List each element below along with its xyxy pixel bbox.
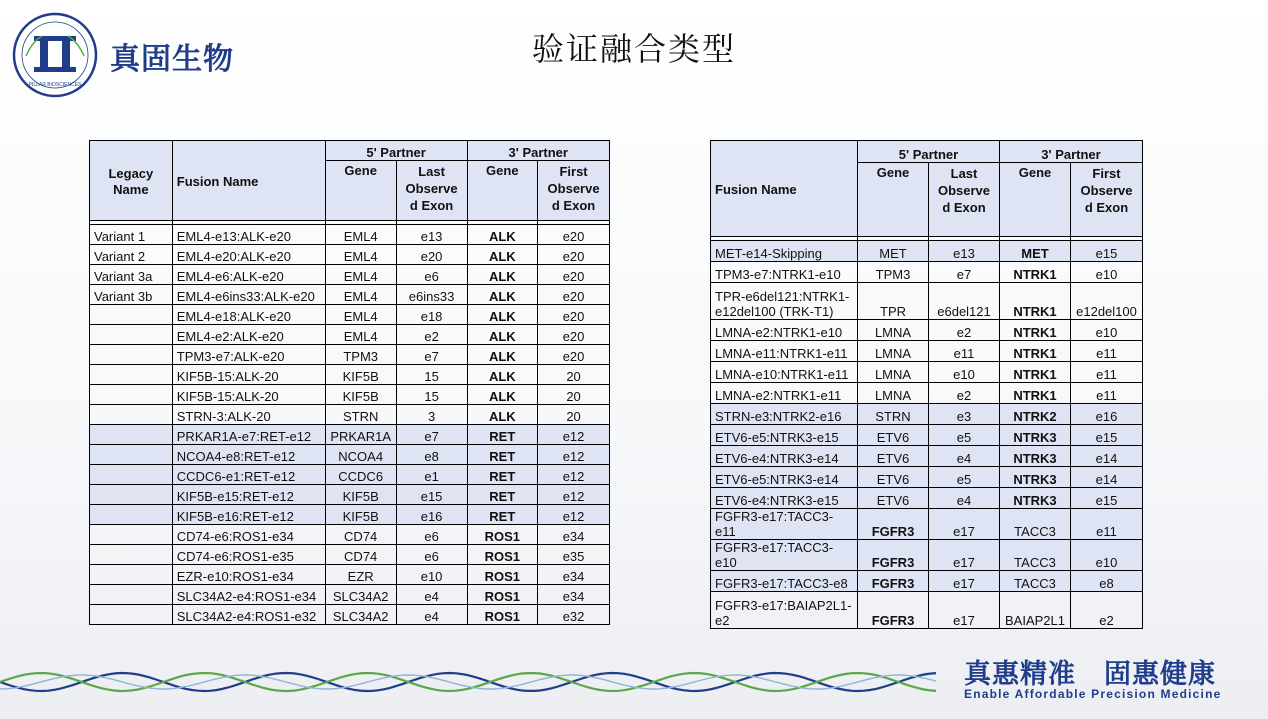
table-row xyxy=(90,265,610,285)
fusion-name-cell: KIF5B-e15:RET-e12 xyxy=(172,485,325,505)
first-exon-cell: e16 xyxy=(1071,404,1143,425)
first-exon-cell: e34 xyxy=(538,525,610,545)
table-row xyxy=(711,446,1143,467)
gene5-cell: MET xyxy=(858,241,929,262)
table-row xyxy=(90,405,610,425)
last-exon-cell: e6ins33 xyxy=(396,285,467,305)
fusion-name-cell: TPR-e6del121:NTRK1-e12del100 (TRK-T1) xyxy=(711,283,858,320)
gene3-cell: TACC3 xyxy=(1000,509,1071,540)
fusion-name-cell: KIF5B-15:ALK-20 xyxy=(172,385,325,405)
header-fusion-name: Fusion Name xyxy=(172,141,325,221)
logo-text: PILLAR BIOSCIENCES xyxy=(28,82,82,88)
fusion-name-cell: MET-e14-Skipping xyxy=(711,241,858,262)
gene3-cell: NTRK1 xyxy=(1000,283,1071,320)
last-exon-cell: e2 xyxy=(929,383,1000,404)
fusion-name-cell: EML4-e6ins33:ALK-e20 xyxy=(172,285,325,305)
gene5-cell: CD74 xyxy=(325,545,396,565)
last-exon-cell: e17 xyxy=(929,540,1000,571)
table-row xyxy=(90,305,610,325)
gene3-cell: BAIAP2L1 xyxy=(1000,592,1071,629)
header-5-partner: 5' Partner xyxy=(858,141,1000,163)
first-exon-cell: e12 xyxy=(538,465,610,485)
fusion-name-cell: LMNA-e10:NTRK1-e11 xyxy=(711,362,858,383)
last-exon-cell: e15 xyxy=(396,485,467,505)
fusion-name-cell: FGFR3-e17:TACC3-e11 xyxy=(711,509,858,540)
gene3-cell: RET xyxy=(467,485,538,505)
fusion-name-cell: SLC34A2-e4:ROS1-e34 xyxy=(172,585,325,605)
header-5-last-exon: Last Observe d Exon xyxy=(929,163,1000,237)
fusion-name-cell: LMNA-e11:NTRK1-e11 xyxy=(711,341,858,362)
first-exon-cell: e15 xyxy=(1071,425,1143,446)
first-exon-cell: e35 xyxy=(538,545,610,565)
table-row xyxy=(711,467,1143,488)
first-exon-cell: e14 xyxy=(1071,467,1143,488)
last-exon-cell: e10 xyxy=(396,565,467,585)
gene3-cell: ALK xyxy=(467,225,538,245)
gene5-cell: EML4 xyxy=(325,285,396,305)
first-exon-cell: e14 xyxy=(1071,446,1143,467)
last-exon-cell: e13 xyxy=(929,241,1000,262)
first-exon-cell: e10 xyxy=(1071,320,1143,341)
fusion-name-cell: FGFR3-e17:TACC3-e10 xyxy=(711,540,858,571)
first-exon-cell: e8 xyxy=(1071,571,1143,592)
gene5-cell: EML4 xyxy=(325,225,396,245)
last-exon-cell: e4 xyxy=(396,585,467,605)
fusion-name-cell: CD74-e6:ROS1-e35 xyxy=(172,545,325,565)
header-3-gene: Gene xyxy=(1000,163,1071,237)
gene3-cell: NTRK3 xyxy=(1000,425,1071,446)
fusion-name-cell: CCDC6-e1:RET-e12 xyxy=(172,465,325,485)
fusion-name-cell: FGFR3-e17:BAIAP2L1-e2 xyxy=(711,592,858,629)
first-exon-cell: e11 xyxy=(1071,509,1143,540)
gene5-cell: EZR xyxy=(325,565,396,585)
gene5-cell: ETV6 xyxy=(858,446,929,467)
header-5-last-exon: Last Observe d Exon xyxy=(396,161,467,221)
table-row xyxy=(90,605,610,625)
first-exon-cell: e12del100 xyxy=(1071,283,1143,320)
last-exon-cell: e2 xyxy=(929,320,1000,341)
last-exon-cell: 3 xyxy=(396,405,467,425)
fusion-name-cell: EML4-e18:ALK-e20 xyxy=(172,305,325,325)
first-exon-cell: e11 xyxy=(1071,341,1143,362)
table-row xyxy=(711,509,1143,540)
fusion-name-cell: STRN-e3:NTRK2-e16 xyxy=(711,404,858,425)
table-row xyxy=(90,545,610,565)
gene5-cell: ETV6 xyxy=(858,488,929,509)
table-row xyxy=(90,505,610,525)
last-exon-cell: e17 xyxy=(929,592,1000,629)
first-exon-cell: e10 xyxy=(1071,262,1143,283)
last-exon-cell: e5 xyxy=(929,467,1000,488)
gene3-cell: NTRK3 xyxy=(1000,488,1071,509)
first-exon-cell: e20 xyxy=(538,345,610,365)
fusion-name-cell: EML4-e13:ALK-e20 xyxy=(172,225,325,245)
gene3-cell: TACC3 xyxy=(1000,540,1071,571)
gene5-cell: SLC34A2 xyxy=(325,605,396,625)
gene3-cell: TACC3 xyxy=(1000,571,1071,592)
gene3-cell: NTRK3 xyxy=(1000,467,1071,488)
gene5-cell: EML4 xyxy=(325,265,396,285)
legacy-name-cell: Variant 2 xyxy=(90,245,173,265)
first-exon-cell: e20 xyxy=(538,265,610,285)
table-row xyxy=(90,285,610,305)
gene3-cell: RET xyxy=(467,505,538,525)
page-title: 验证融合类型 xyxy=(531,30,736,68)
first-exon-cell: e11 xyxy=(1071,362,1143,383)
table-row xyxy=(711,341,1143,362)
gene5-cell: KIF5B xyxy=(325,385,396,405)
legacy-name-cell xyxy=(90,405,173,425)
gene5-cell: KIF5B xyxy=(325,365,396,385)
fusion-name-cell: ETV6-e4:NTRK3-e15 xyxy=(711,488,858,509)
fusion-table-alk-ret-ros1 xyxy=(89,140,610,625)
first-exon-cell: e20 xyxy=(538,305,610,325)
table-row xyxy=(90,445,610,465)
first-exon-cell: e20 xyxy=(538,225,610,245)
table-row xyxy=(711,425,1143,446)
gene3-cell: NTRK1 xyxy=(1000,262,1071,283)
gene5-cell: KIF5B xyxy=(325,485,396,505)
table1-body xyxy=(90,221,610,625)
gene3-cell: ROS1 xyxy=(467,545,538,565)
table-row xyxy=(90,345,610,365)
gene3-cell: ALK xyxy=(467,345,538,365)
first-exon-cell: e34 xyxy=(538,565,610,585)
gene3-cell: ALK xyxy=(467,245,538,265)
last-exon-cell: e17 xyxy=(929,509,1000,540)
header-5-partner: 5' Partner xyxy=(325,141,467,161)
table2-body xyxy=(711,237,1143,629)
legacy-name-cell: Variant 3a xyxy=(90,265,173,285)
fusion-name-cell: STRN-3:ALK-20 xyxy=(172,405,325,425)
gene5-cell: CD74 xyxy=(325,525,396,545)
header-5-gene: Gene xyxy=(858,163,929,237)
first-exon-cell: 20 xyxy=(538,385,610,405)
table-row xyxy=(90,585,610,605)
first-exon-cell: e12 xyxy=(538,445,610,465)
gene5-cell: TPM3 xyxy=(325,345,396,365)
table-row xyxy=(711,592,1143,629)
first-exon-cell: e15 xyxy=(1071,241,1143,262)
last-exon-cell: e3 xyxy=(929,404,1000,425)
fusion-name-cell: CD74-e6:ROS1-e34 xyxy=(172,525,325,545)
legacy-name-cell xyxy=(90,425,173,445)
first-exon-cell: e11 xyxy=(1071,383,1143,404)
legacy-name-cell xyxy=(90,505,173,525)
fusion-name-cell: KIF5B-e16:RET-e12 xyxy=(172,505,325,525)
last-exon-cell: e13 xyxy=(396,225,467,245)
header-5-gene: Gene xyxy=(325,161,396,221)
fusion-name-cell: EZR-e10:ROS1-e34 xyxy=(172,565,325,585)
gene5-cell: EML4 xyxy=(325,325,396,345)
last-exon-cell: e7 xyxy=(929,262,1000,283)
legacy-name-cell: Variant 3b xyxy=(90,285,173,305)
first-exon-cell: e12 xyxy=(538,485,610,505)
fusion-name-cell: TPM3-e7:ALK-e20 xyxy=(172,345,325,365)
gene5-cell: EML4 xyxy=(325,245,396,265)
gene5-cell: ETV6 xyxy=(858,467,929,488)
header-3-partner: 3' Partner xyxy=(467,141,610,161)
table-row xyxy=(90,465,610,485)
gene5-cell: STRN xyxy=(325,405,396,425)
gene5-cell: LMNA xyxy=(858,383,929,404)
legacy-name-cell xyxy=(90,445,173,465)
table-row xyxy=(90,385,610,405)
gene5-cell: TPM3 xyxy=(858,262,929,283)
last-exon-cell: e6 xyxy=(396,525,467,545)
last-exon-cell: e6 xyxy=(396,265,467,285)
header-3-first-exon: First Observe d Exon xyxy=(1071,163,1143,237)
gene3-cell: ROS1 xyxy=(467,585,538,605)
legacy-name-cell xyxy=(90,585,173,605)
gene3-cell: MET xyxy=(1000,241,1071,262)
table-row xyxy=(711,262,1143,283)
brand-name: 真固生物 xyxy=(110,42,234,77)
gene3-cell: ALK xyxy=(467,365,538,385)
table-row xyxy=(90,525,610,545)
fusion-name-cell: LMNA-e2:NTRK1-e11 xyxy=(711,383,858,404)
gene5-cell: EML4 xyxy=(325,305,396,325)
last-exon-cell: e6del121 xyxy=(929,283,1000,320)
gene3-cell: ALK xyxy=(467,325,538,345)
table-row xyxy=(711,571,1143,592)
gene5-cell: LMNA xyxy=(858,341,929,362)
fusion-name-cell: FGFR3-e17:TACC3-e8 xyxy=(711,571,858,592)
last-exon-cell: e4 xyxy=(929,446,1000,467)
table-row xyxy=(90,365,610,385)
legacy-name-cell xyxy=(90,325,173,345)
gene5-cell: SLC34A2 xyxy=(325,585,396,605)
gene5-cell: STRN xyxy=(858,404,929,425)
first-exon-cell: e15 xyxy=(1071,488,1143,509)
legacy-name-cell xyxy=(90,365,173,385)
last-exon-cell: e4 xyxy=(929,488,1000,509)
footer-slogan: 真惠精准 固惠健康 xyxy=(964,659,1216,690)
first-exon-cell: 20 xyxy=(538,365,610,385)
fusion-name-cell: EML4-e6:ALK-e20 xyxy=(172,265,325,285)
fusion-name-cell: ETV6-e4:NTRK3-e14 xyxy=(711,446,858,467)
gene3-cell: NTRK2 xyxy=(1000,404,1071,425)
fusion-name-cell: EML4-e2:ALK-e20 xyxy=(172,325,325,345)
table-row xyxy=(711,540,1143,571)
gene5-cell: KIF5B xyxy=(325,505,396,525)
last-exon-cell: e10 xyxy=(929,362,1000,383)
last-exon-cell: e11 xyxy=(929,341,1000,362)
first-exon-cell: e32 xyxy=(538,605,610,625)
first-exon-cell: e10 xyxy=(1071,540,1143,571)
gene5-cell: ETV6 xyxy=(858,425,929,446)
last-exon-cell: e18 xyxy=(396,305,467,325)
last-exon-cell: e2 xyxy=(396,325,467,345)
last-exon-cell: e17 xyxy=(929,571,1000,592)
table-row xyxy=(90,325,610,345)
first-exon-cell: e2 xyxy=(1071,592,1143,629)
last-exon-cell: e20 xyxy=(396,245,467,265)
last-exon-cell: e5 xyxy=(929,425,1000,446)
fusion-table-met-ntrk-fgfr3 xyxy=(710,140,1143,629)
last-exon-cell: e8 xyxy=(396,445,467,465)
table-row xyxy=(90,565,610,585)
gene3-cell: NTRK1 xyxy=(1000,362,1071,383)
gene5-cell: PRKAR1A xyxy=(325,425,396,445)
legacy-name-cell xyxy=(90,345,173,365)
gene3-cell: ALK xyxy=(467,405,538,425)
first-exon-cell: 20 xyxy=(538,405,610,425)
legacy-name-cell xyxy=(90,465,173,485)
last-exon-cell: e7 xyxy=(396,345,467,365)
gene3-cell: NTRK1 xyxy=(1000,383,1071,404)
table-row xyxy=(711,241,1143,262)
last-exon-cell: e7 xyxy=(396,425,467,445)
legacy-name-cell: Variant 1 xyxy=(90,225,173,245)
gene5-cell: NCOA4 xyxy=(325,445,396,465)
gene5-cell: LMNA xyxy=(858,362,929,383)
first-exon-cell: e12 xyxy=(538,505,610,525)
table-row xyxy=(90,225,610,245)
table-row xyxy=(711,283,1143,320)
last-exon-cell: e16 xyxy=(396,505,467,525)
legacy-name-cell xyxy=(90,305,173,325)
gene3-cell: NTRK3 xyxy=(1000,446,1071,467)
gene5-cell: CCDC6 xyxy=(325,465,396,485)
gene3-cell: ROS1 xyxy=(467,565,538,585)
gene3-cell: ROS1 xyxy=(467,525,538,545)
gene3-cell: RET xyxy=(467,465,538,485)
table-row xyxy=(711,488,1143,509)
gene3-cell: RET xyxy=(467,445,538,465)
gene3-cell: RET xyxy=(467,425,538,445)
header-3-partner: 3' Partner xyxy=(1000,141,1143,163)
fusion-name-cell: LMNA-e2:NTRK1-e10 xyxy=(711,320,858,341)
first-exon-cell: e12 xyxy=(538,425,610,445)
fusion-name-cell: EML4-e20:ALK-e20 xyxy=(172,245,325,265)
fusion-name-cell: TPM3-e7:NTRK1-e10 xyxy=(711,262,858,283)
fusion-name-cell: ETV6-e5:NTRK3-e15 xyxy=(711,425,858,446)
fusion-name-cell: SLC34A2-e4:ROS1-e32 xyxy=(172,605,325,625)
header-fusion-name: Fusion Name xyxy=(711,141,858,237)
legacy-name-cell xyxy=(90,485,173,505)
gene3-cell: NTRK1 xyxy=(1000,320,1071,341)
last-exon-cell: e1 xyxy=(396,465,467,485)
legacy-name-cell xyxy=(90,545,173,565)
gene3-cell: NTRK1 xyxy=(1000,341,1071,362)
last-exon-cell: 15 xyxy=(396,365,467,385)
gene3-cell: ALK xyxy=(467,305,538,325)
first-exon-cell: e20 xyxy=(538,325,610,345)
table-row xyxy=(90,485,610,505)
table-row xyxy=(711,383,1143,404)
gene5-cell: FGFR3 xyxy=(858,571,929,592)
legacy-name-cell xyxy=(90,525,173,545)
first-exon-cell: e20 xyxy=(538,245,610,265)
legacy-name-cell xyxy=(90,385,173,405)
header-3-gene: Gene xyxy=(467,161,538,221)
table-row xyxy=(90,425,610,445)
header-legacy-name: Legacy Name xyxy=(90,141,173,221)
gene3-cell: ALK xyxy=(467,385,538,405)
last-exon-cell: e6 xyxy=(396,545,467,565)
gene5-cell: TPR xyxy=(858,283,929,320)
gene3-cell: ALK xyxy=(467,265,538,285)
first-exon-cell: e34 xyxy=(538,585,610,605)
header-3-first-exon: First Observe d Exon xyxy=(538,161,610,221)
fusion-name-cell: PRKAR1A-e7:RET-e12 xyxy=(172,425,325,445)
fusion-name-cell: KIF5B-15:ALK-20 xyxy=(172,365,325,385)
footer-slogan-en: Enable Affordable Precision Medicine xyxy=(964,687,1222,701)
gene3-cell: ALK xyxy=(467,285,538,305)
legacy-name-cell xyxy=(90,565,173,585)
last-exon-cell: e4 xyxy=(396,605,467,625)
fusion-name-cell: NCOA4-e8:RET-e12 xyxy=(172,445,325,465)
gene5-cell: FGFR3 xyxy=(858,540,929,571)
fusion-name-cell: ETV6-e5:NTRK3-e14 xyxy=(711,467,858,488)
table-row xyxy=(711,320,1143,341)
last-exon-cell: 15 xyxy=(396,385,467,405)
table-row xyxy=(90,245,610,265)
table-row xyxy=(711,404,1143,425)
first-exon-cell: e20 xyxy=(538,285,610,305)
gene5-cell: FGFR3 xyxy=(858,592,929,629)
gene5-cell: LMNA xyxy=(858,320,929,341)
legacy-name-cell xyxy=(90,605,173,625)
gene3-cell: ROS1 xyxy=(467,605,538,625)
table-row xyxy=(711,362,1143,383)
gene5-cell: FGFR3 xyxy=(858,509,929,540)
